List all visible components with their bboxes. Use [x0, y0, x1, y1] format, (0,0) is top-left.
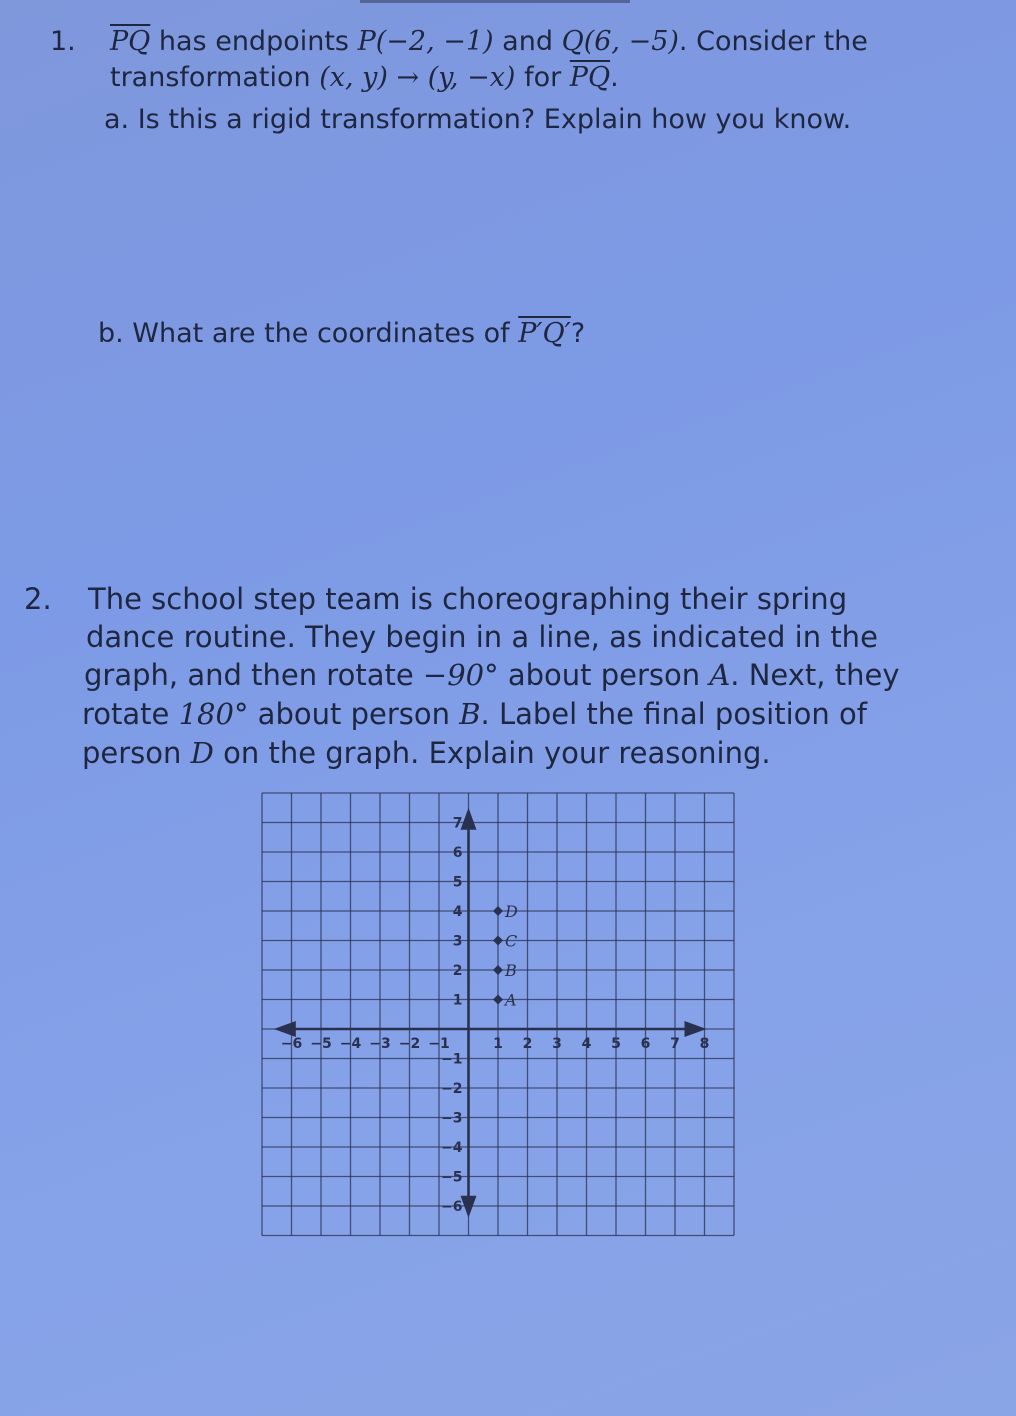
x-tick-label: −1 — [428, 1036, 450, 1052]
angle: −90° — [422, 658, 499, 692]
problem-2-line-3 — [84, 658, 899, 692]
x-axis-arrow-left — [274, 1021, 296, 1037]
text: and — [493, 26, 562, 57]
y-tick-label: 4 — [452, 904, 463, 920]
x-tick-label: −4 — [339, 1036, 362, 1052]
text: . — [610, 62, 619, 93]
problem-1-part-a: a. Is this a rigid transformation? Explain how you know. — [104, 104, 852, 135]
text: . Next, they — [730, 658, 900, 692]
text: b. What are the coordinates of — [98, 318, 519, 349]
y-tick-label: −6 — [441, 1199, 463, 1215]
y-tick-label: −3 — [441, 1110, 463, 1127]
problem-1-number: 1. — [50, 26, 76, 57]
text: person — [82, 736, 191, 770]
problem-1-line-1 — [110, 26, 868, 57]
y-tick-label: −5 — [441, 1169, 463, 1186]
x-tick-label: −2 — [398, 1036, 421, 1052]
point-a-marker — [493, 995, 503, 1005]
y-tick-label: 7 — [452, 815, 463, 832]
point-d-label: D — [505, 902, 518, 921]
x-tick-label: −5 — [310, 1036, 332, 1052]
y-tick-label: 1 — [452, 992, 463, 1009]
x-tick-label: 7 — [670, 1036, 680, 1052]
text: graph, and then rotate — [84, 658, 423, 692]
text: . Consider the — [678, 26, 868, 57]
text: about person — [248, 697, 460, 731]
person-label: D — [190, 736, 214, 770]
x-tick-label: 4 — [581, 1036, 592, 1052]
x-tick-label: 2 — [522, 1036, 533, 1052]
grid-lines — [262, 793, 734, 1236]
y-tick-label: 2 — [452, 963, 463, 979]
y-tick-label: 3 — [452, 933, 463, 950]
y-tick-label: −1 — [441, 1051, 463, 1068]
problem-2-line-5 — [82, 736, 771, 770]
text: has endpoints — [150, 26, 358, 57]
text: ? — [570, 318, 586, 349]
x-tick-label: −6 — [280, 1036, 303, 1052]
point-b-label: B — [505, 961, 517, 980]
x-tick-label: 3 — [552, 1036, 562, 1052]
person-label: A — [709, 658, 731, 692]
problem-1-line-2 — [110, 62, 619, 93]
text: on the graph. Explain your reasoning. — [213, 736, 771, 770]
x-axis-arrow-right — [685, 1021, 707, 1037]
x-tick-label: 5 — [611, 1036, 621, 1052]
y-tick-label: −4 — [441, 1140, 463, 1156]
text: transformation — [110, 62, 320, 93]
coordinate-grid[interactable] — [250, 785, 750, 1255]
y-tick-label: 5 — [452, 874, 463, 891]
text: rotate — [82, 697, 179, 731]
point-q: Q(6, −5) — [561, 26, 679, 57]
x-tick-label: 1 — [493, 1036, 503, 1052]
y-axis-arrow-up — [461, 808, 477, 830]
points — [493, 902, 518, 1010]
angle: 180° — [178, 697, 249, 731]
problem-2-line-1: The school step team is choreographing their spring — [88, 582, 848, 616]
text: about person — [498, 658, 710, 692]
top-rule — [360, 0, 630, 3]
x-tick-label: 8 — [699, 1036, 710, 1052]
point-c-label: C — [505, 931, 518, 951]
text: . Label the final position of — [480, 697, 867, 731]
axes — [274, 808, 707, 1218]
problem-2-line-4 — [82, 697, 867, 731]
point-c-marker — [493, 936, 503, 946]
segment-p-prime-q-prime: P′Q′ — [518, 318, 571, 349]
problem-2-line-2: dance routine. They begin in a line, as indicated in the — [86, 620, 878, 654]
problem-2-number: 2. — [24, 582, 52, 616]
point-a-label: A — [505, 990, 517, 1010]
segment-pq: $\overline{PQ}$ — [110, 26, 151, 57]
person-label: B — [459, 697, 481, 731]
text: for — [515, 62, 570, 93]
problem-1-part-b — [98, 318, 585, 349]
mapping: (x, y) → (y, −x) — [319, 62, 516, 93]
point-d-marker — [493, 906, 503, 916]
y-axis-arrow-down — [461, 1196, 477, 1218]
x-tick-label: −3 — [369, 1036, 391, 1052]
point-b-marker — [493, 965, 503, 975]
point-p: P(−2, −1) — [357, 26, 494, 57]
x-tick-label: 6 — [640, 1036, 651, 1052]
y-tick-label: −2 — [441, 1081, 463, 1097]
y-tick-label: 6 — [452, 845, 463, 861]
segment-pq: $\overline{PQ}$ — [569, 62, 611, 93]
